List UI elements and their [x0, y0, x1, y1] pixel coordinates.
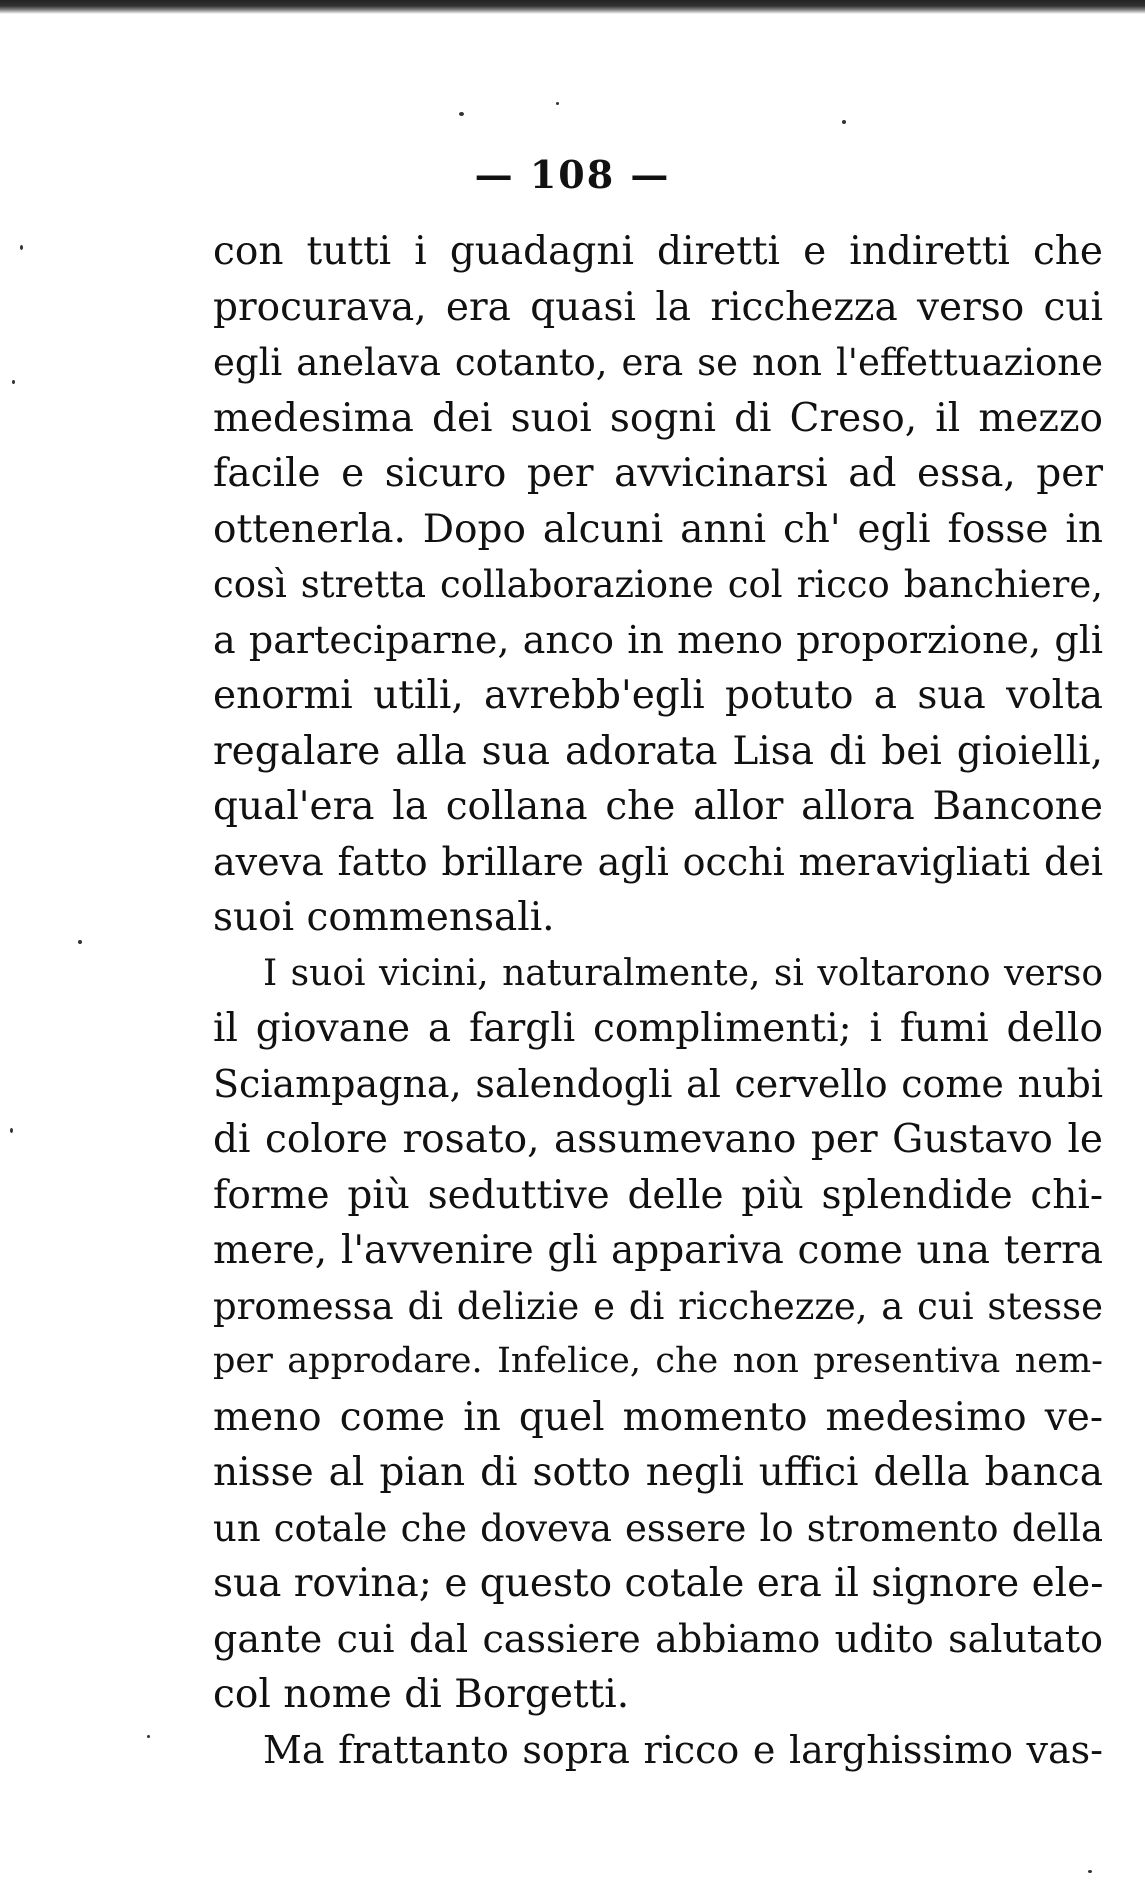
body-text — [213, 224, 1103, 1778]
text-line: medesima dei suoi sogni di Creso, il mezzo — [213, 395, 1103, 441]
text-line: aveva fatto brillare agli occhi meravigliati dei — [213, 839, 1103, 884]
scan-speck — [20, 245, 23, 250]
text-line: mere, l'avvenire gli appariva come una terra — [213, 1228, 1103, 1273]
scan-speck — [10, 1128, 13, 1133]
scan-speck — [459, 112, 464, 116]
text-line: enormi utili, avrebb'egli potuto a sua volta — [213, 673, 1103, 718]
text-line: con tutti i guadagni diretti e indiretti che — [213, 229, 1103, 274]
text-line: a parteciparne, anco in meno proporzione, gli — [213, 617, 1103, 662]
text-line: ottenerla. Dopo alcuni anni ch' egli fosse in — [213, 506, 1103, 552]
scan-speck — [147, 1735, 150, 1738]
text-line: egli anelava cotanto, era se non l'effettuazione — [213, 341, 1103, 384]
text-line: così stretta collaborazione col ricco banchiere, — [213, 563, 1103, 606]
page-top-edge — [0, 0, 1145, 14]
text-line: per approdare. Infelice, che non presentiva nem- — [213, 1341, 1103, 1381]
text-line: col nome di Borgetti. — [213, 1672, 630, 1717]
page-number: — 108 — — [474, 152, 671, 197]
text-line: suoi commensali. — [213, 895, 555, 940]
text-line: procurava, era quasi la ricchezza verso cui — [213, 284, 1103, 330]
text-line: promessa di delizie e di ricchezze, a cui stesse — [213, 1284, 1103, 1328]
scan-speck — [842, 120, 846, 124]
scan-speck — [556, 102, 559, 105]
text-line: forme più seduttive delle più splendide chi- — [213, 1172, 1103, 1218]
text-line: meno come in quel momento medesimo ve- — [213, 1394, 1103, 1440]
text-line: di colore rosato, assumevano per Gustavo le — [213, 1117, 1103, 1162]
text-line: Sciampagna, salendogli al cervello come nubi — [213, 1061, 1103, 1106]
text-line: qual'era la collana che allor allora Bancone — [213, 784, 1103, 829]
text-line: I suoi vicini, naturalmente, si voltarono verso — [263, 952, 1103, 994]
text-line: Ma frattanto sopra ricco e larghissimo vas- — [263, 1727, 1103, 1772]
text-line: sua rovina; e questo cotale era il signore ele- — [213, 1561, 1104, 1606]
text-line: nisse al pian di sotto negli uffici della banca — [213, 1450, 1103, 1495]
scan-speck — [78, 940, 82, 944]
text-line: un cotale che doveva essere lo stromento della — [213, 1506, 1103, 1550]
text-line: facile e sicuro per avvicinarsi ad essa, per — [213, 451, 1103, 496]
text-line: regalare alla sua adorata Lisa di bei gioielli, — [213, 728, 1103, 774]
scan-speck — [1088, 1870, 1092, 1873]
text-line: il giovane a fargli complimenti; i fumi dello — [213, 1006, 1103, 1051]
scan-speck — [12, 380, 15, 384]
text-line: gante cui dal cassiere abbiamo udito salutato — [213, 1616, 1103, 1661]
